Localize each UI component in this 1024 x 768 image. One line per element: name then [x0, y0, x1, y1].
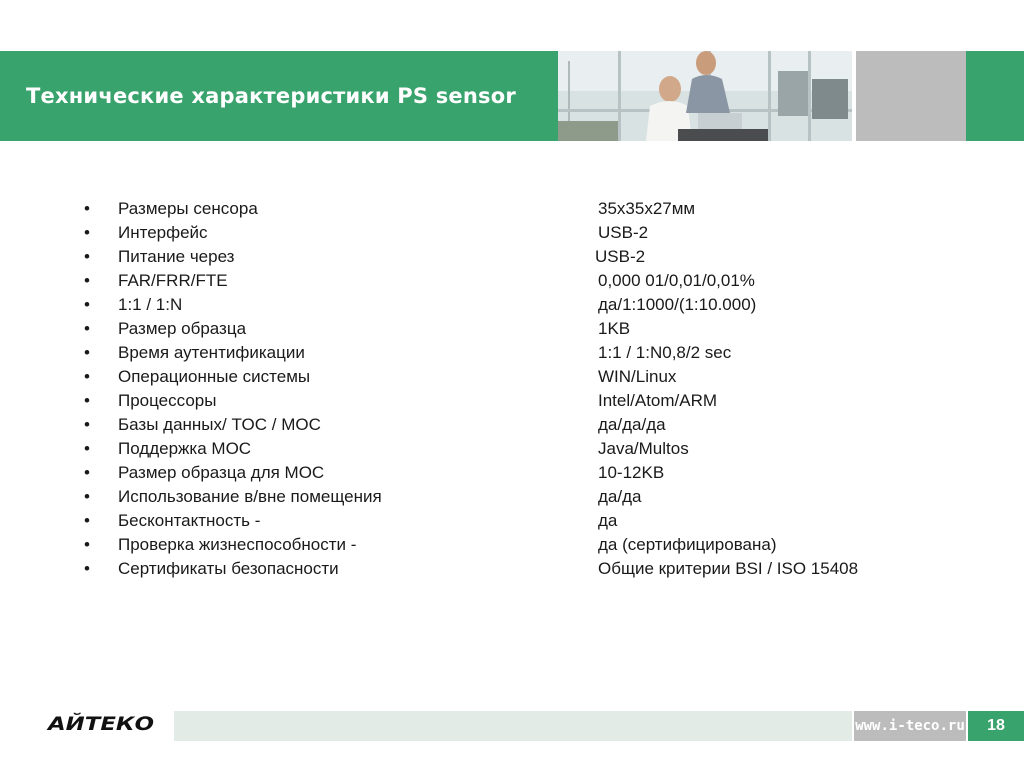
- spec-row-liveness: [84, 533, 984, 557]
- spec-label: Размер образца: [118, 319, 247, 338]
- spec-label: Поддержка MOC: [118, 439, 252, 458]
- spec-row-moc-support: [84, 437, 984, 461]
- spec-row-moc-template-size: [84, 461, 984, 485]
- spec-value: Общие критерии BSI / ISO 15408: [598, 559, 859, 578]
- spec-label: Сертификаты безопасности: [118, 559, 339, 578]
- spec-label: Размер образца для MOC: [118, 463, 325, 482]
- page-number: 18: [968, 711, 1024, 741]
- spec-value: 1:1 / 1:N0,8/2 sec: [598, 343, 732, 362]
- bullet: •: [84, 511, 90, 530]
- header-photo: [558, 51, 852, 141]
- bullet: •: [84, 271, 90, 290]
- spec-value: 35х35х27мм: [598, 199, 696, 218]
- bullet: •: [84, 319, 90, 338]
- spec-label: Размеры сенсора: [118, 199, 258, 218]
- spec-row-auth-time: [84, 341, 984, 365]
- spec-value: USB-2: [598, 223, 649, 242]
- spec-row-indoor-outdoor: [84, 485, 984, 509]
- spec-row-contactless: [84, 509, 984, 533]
- spec-row-template-size: [84, 317, 984, 341]
- spec-row-sensor-size: [84, 197, 984, 221]
- spec-row-certificates: [84, 557, 984, 581]
- company-logo: [46, 712, 158, 734]
- spec-value: Java/Multos: [598, 439, 689, 458]
- spec-row-interface: [84, 221, 984, 245]
- spec-value: 10-12KB: [598, 463, 665, 482]
- spec-label: Операционные системы: [118, 367, 311, 386]
- aiteko-logo-icon: [46, 712, 158, 734]
- footer-bar: [174, 711, 852, 741]
- bullet: •: [84, 487, 90, 506]
- footer-url[interactable]: www.i-teco.ru: [854, 711, 966, 741]
- bullet: •: [84, 343, 90, 362]
- bullet: •: [84, 247, 90, 266]
- spec-value: да/1:1000/(1:10.000): [598, 295, 757, 314]
- bullet: •: [84, 415, 90, 434]
- bullet: •: [84, 391, 90, 410]
- bullet: •: [84, 463, 90, 482]
- spec-row-matching-mode: [84, 293, 984, 317]
- spec-label: Интерфейс: [118, 223, 208, 242]
- spec-value: да: [598, 511, 618, 530]
- bullet: •: [84, 223, 90, 242]
- spec-row-processors: [84, 389, 984, 413]
- spec-value: да/да: [598, 487, 642, 506]
- spec-row-databases: [84, 413, 984, 437]
- spec-label: Процессоры: [118, 391, 217, 410]
- spec-value: Intel/Atom/ARM: [598, 391, 718, 410]
- bullet: •: [84, 295, 90, 314]
- spec-list: [84, 197, 984, 581]
- spec-row-far-frr-fte: [84, 269, 984, 293]
- spec-value: 0,000 01/0,01/0,01%: [598, 271, 755, 290]
- header-green-block: [966, 51, 1024, 141]
- logo-text: АЙТЕКО: [48, 713, 137, 734]
- bullet: •: [84, 367, 90, 386]
- bullet: •: [84, 439, 90, 458]
- spec-value: да (сертифицирована): [598, 535, 777, 554]
- spec-label: FAR/FRR/FTE: [118, 271, 228, 290]
- page-title: Технические характеристики PS sensor: [26, 84, 516, 108]
- bullet: •: [84, 535, 90, 554]
- spec-label: Время аутентификации: [118, 343, 305, 362]
- spec-value: 1KB: [598, 319, 631, 338]
- spec-label: Бесконтактность -: [118, 511, 261, 530]
- spec-value: WIN/Linux: [598, 367, 677, 386]
- bullet: •: [84, 559, 90, 578]
- spec-label: Проверка жизнеспособности -: [118, 535, 357, 554]
- spec-row-power: [84, 245, 984, 269]
- header-gray-block: [856, 51, 966, 141]
- bullet: •: [84, 199, 90, 218]
- spec-label: 1:1 / 1:N: [118, 295, 183, 314]
- spec-value: да/да/да: [598, 415, 666, 434]
- spec-label: Базы данных/ TOC / MOC: [118, 415, 321, 434]
- spec-value: USB-2: [595, 247, 646, 266]
- spec-label: Использование в/вне помещения: [118, 487, 382, 506]
- spec-row-os: [84, 365, 984, 389]
- office-photo-image: [558, 51, 852, 141]
- spec-label: Питание через: [118, 247, 235, 266]
